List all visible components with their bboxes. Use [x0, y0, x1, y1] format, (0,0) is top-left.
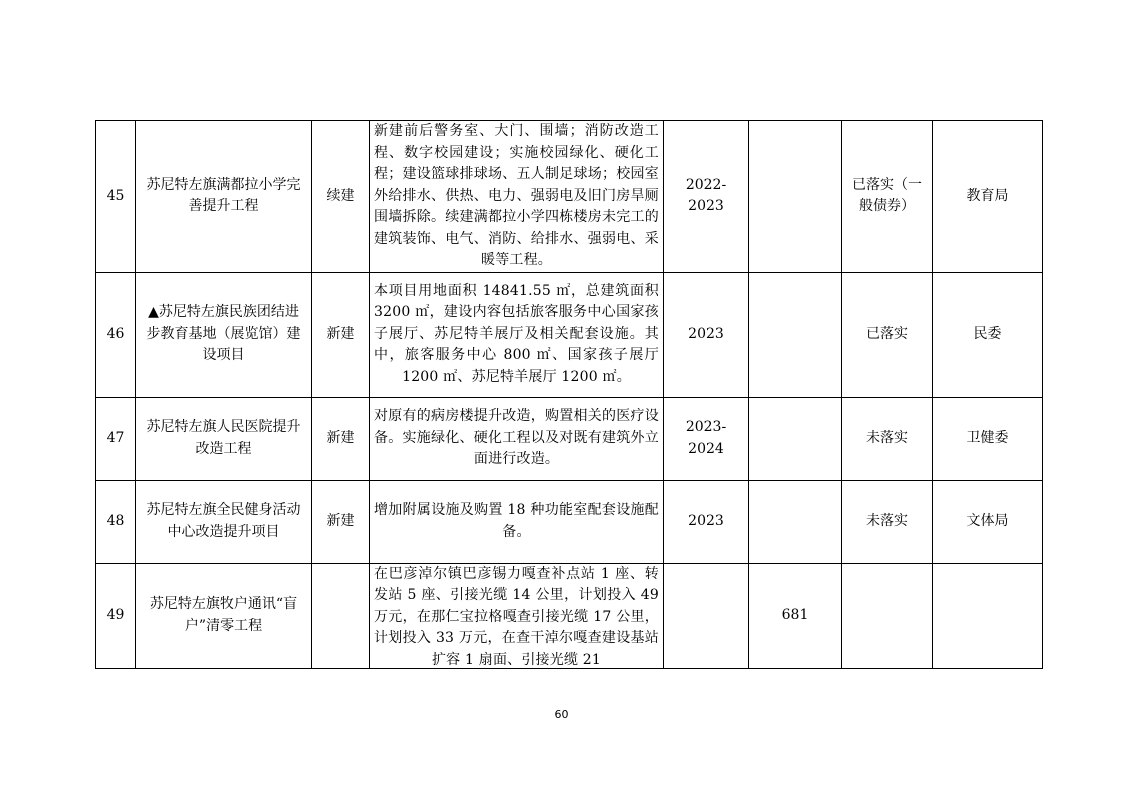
funding-status [842, 563, 933, 668]
construction-content: 对原有的病房楼提升改造，购置相关的医疗设备。实施绿化、硬化工程以及对既有建筑外立面进行改造。 [370, 397, 664, 480]
row-number: 46 [96, 272, 136, 397]
investment-amount [749, 272, 842, 397]
responsible-department: 民委 [933, 272, 1043, 397]
construction-type [312, 563, 370, 668]
project-table [95, 120, 1043, 669]
investment-amount [749, 480, 842, 563]
project-name: 苏尼特左旗牧户通讯“盲户”清零工程 [136, 563, 312, 668]
project-name: ▲苏尼特左旗民族团结进步教育基地（展览馆）建设项目 [136, 272, 312, 397]
construction-content: 本项目用地面积 14841.55 ㎡，总建筑面积 3200 ㎡，建设内容包括旅客服务中心国家孩子展厅、苏尼特羊展厅及相关配套设施。其中，旅客服务中心 800 ㎡、国家孩子展厅 1200 ㎡、苏尼特羊展厅 1200 ㎡。 [370, 272, 664, 397]
construction-type: 新建 [312, 397, 370, 480]
construction-content-cell [370, 563, 664, 668]
row-number: 45 [96, 121, 136, 273]
investment-amount: 681 [749, 563, 842, 668]
responsible-department [933, 563, 1043, 668]
construction-period [664, 563, 749, 668]
project-name: 苏尼特左旗人民医院提升改造工程 [136, 397, 312, 480]
responsible-department: 教育局 [933, 121, 1043, 273]
funding-status: 未落实 [842, 397, 933, 480]
funding-status: 已落实（一般债券） [842, 121, 933, 273]
table-row [96, 272, 1043, 397]
table-row [96, 480, 1043, 563]
responsible-department: 卫健委 [933, 397, 1043, 480]
construction-content: 新建前后警务室、大门、围墙；消防改造工程、数字校园建设；实施校园绿化、硬化工程；建设篮球排球场、五人制足球场；校园室外给排水、供热、电力、强弱电及旧门房旱厕围墙拆除。续建满都拉小学四栋楼房未完工的建筑装饰、电气、消防、给排水、强弱电、采暖等工程。 [370, 121, 664, 273]
row-number: 47 [96, 397, 136, 480]
construction-content: 增加附属设施及购置 18 种功能室配套设施配备。 [370, 480, 664, 563]
row-number: 49 [96, 563, 136, 668]
investment-amount [749, 397, 842, 480]
construction-period: 2022-2023 [664, 121, 749, 273]
responsible-department: 文体局 [933, 480, 1043, 563]
page-number: 60 [554, 708, 569, 721]
construction-period: 2023 [664, 480, 749, 563]
project-name: 苏尼特左旗全民健身活动中心改造提升项目 [136, 480, 312, 563]
construction-content: 在巴彦淖尔镇巴彦锡力嘎查补点站 1 座、转发站 5 座、引接光缆 14 公里，计划投入 49 万元，在那仁宝拉格嘎查引接光缆 17 公里，计划投入 33 万元，在查干淖尔嘎查建设基站扩容 1 扇面、引接光缆 21 [374, 565, 659, 668]
table-row [96, 121, 1043, 273]
funding-status: 未落实 [842, 480, 933, 563]
funding-status: 已落实 [842, 272, 933, 397]
table-row [96, 563, 1043, 668]
project-name: 苏尼特左旗满都拉小学完善提升工程 [136, 121, 312, 273]
construction-type: 新建 [312, 272, 370, 397]
construction-type: 新建 [312, 480, 370, 563]
construction-type: 续建 [312, 121, 370, 273]
investment-amount [749, 121, 842, 273]
row-number: 48 [96, 480, 136, 563]
construction-period: 2023 [664, 272, 749, 397]
construction-period: 2023-2024 [664, 397, 749, 480]
table-row [96, 397, 1043, 480]
